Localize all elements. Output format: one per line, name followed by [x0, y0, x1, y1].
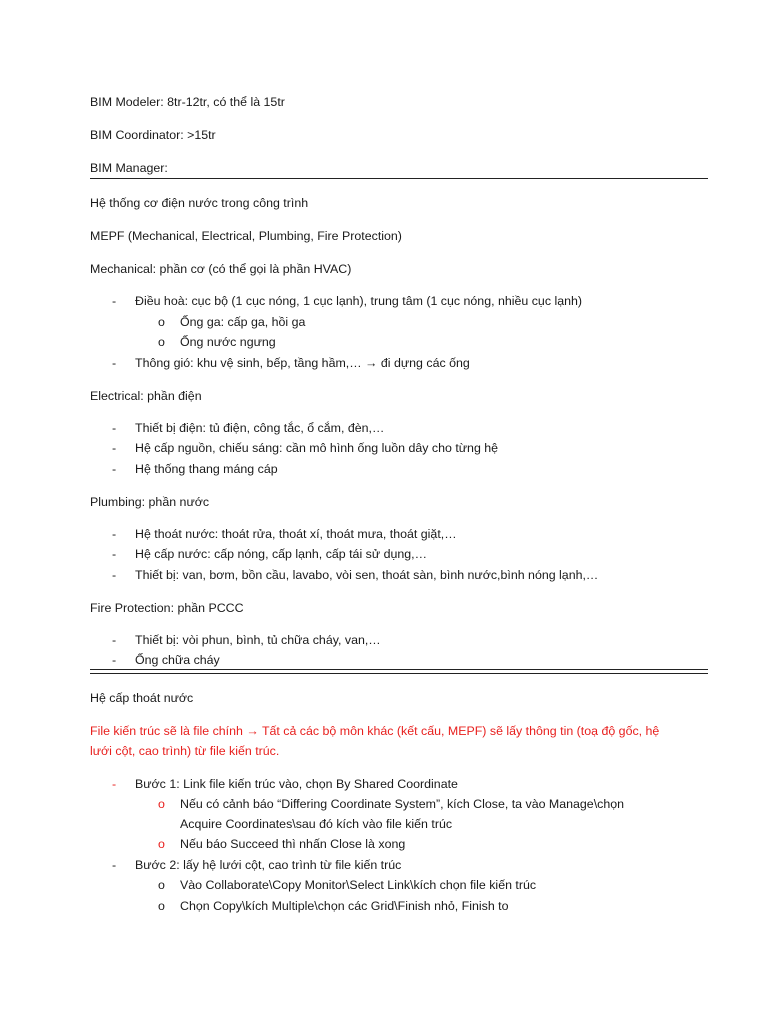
dash-bullet: -: [112, 633, 117, 647]
red-note-line: File kiến trúc sẽ là file chính → Tất cả các bộ môn khác (kết cấu, MEPF) sẽ lấy thông tin (toạ độ gốc, hệ: [90, 724, 660, 738]
list-item-text: Ống nước ngưng: [180, 335, 276, 349]
fire-protection-heading: Fire Protection: phần PCCC: [90, 601, 244, 615]
dash-bullet: -: [112, 777, 117, 791]
list-item-text: Thiết bị: vòi phun, bình, tủ chữa cháy, van,…: [135, 633, 381, 647]
list-item-text: Thiết bị điện: tủ điện, công tắc, ổ cắm, đèn,…: [135, 421, 385, 435]
circle-bullet: o: [158, 899, 165, 913]
dash-bullet: -: [112, 568, 117, 582]
bim-coordinator-line: BIM Coordinator: >15tr: [90, 128, 216, 142]
bim-modeler-line: BIM Modeler: 8tr-12tr, có thể là 15tr: [90, 95, 285, 109]
list-item-text: Điều hoà: cục bộ (1 cục nóng, 1 cục lạnh), trung tâm (1 cục nóng, nhiều cục lạnh): [135, 294, 583, 308]
circle-bullet: o: [158, 315, 165, 329]
list-item-text: Nếu có cảnh báo “Differing Coordinate System”, kích Close, ta vào Manage\chọn: [180, 797, 625, 811]
list-item-text: Hệ cấp nguồn, chiếu sáng: cần mô hình ống luồn dây cho từng hệ: [135, 441, 499, 455]
list-item-text: Hệ cấp nước: cấp nóng, cấp lạnh, cấp tái sử dụng,…: [135, 547, 427, 561]
dash-bullet: -: [112, 527, 117, 541]
list-item-text: Acquire Coordinates\sau đó kích vào file kiến trúc: [180, 817, 453, 831]
mepf-line: MEPF (Mechanical, Electrical, Plumbing, Fire Protection): [90, 229, 402, 243]
plumbing-heading: Plumbing: phần nước: [90, 495, 210, 509]
list-item-text: Bước 1: Link file kiến trúc vào, chọn By Shared Coordinate: [135, 777, 458, 791]
circle-bullet: o: [158, 335, 165, 349]
list-item-text: Ống chữa cháy: [135, 653, 220, 667]
list-item-text: Ống ga: cấp ga, hồi ga: [180, 315, 306, 329]
list-item-text: Thiết bị: van, bơm, bồn cầu, lavabo, vòi sen, thoát sàn, bình nước,bình nóng lạnh,…: [135, 568, 599, 582]
double-rule: [90, 669, 708, 674]
dash-bullet: -: [112, 653, 117, 667]
water-system-heading: Hệ cấp thoát nước: [90, 691, 194, 705]
bim-manager-line: BIM Manager:: [90, 161, 168, 175]
dash-bullet: -: [112, 356, 117, 370]
circle-bullet: o: [158, 797, 165, 811]
dash-bullet: -: [112, 294, 117, 308]
dash-bullet: -: [112, 547, 117, 561]
horizontal-rule: [90, 178, 708, 179]
circle-bullet: o: [158, 837, 165, 851]
list-item-text: Chọn Copy\kích Multiple\chọn các Grid\Finish nhỏ, Finish to: [180, 899, 509, 913]
dash-bullet: -: [112, 421, 117, 435]
circle-bullet: o: [158, 878, 165, 892]
red-note-line: lưới cột, cao trình) từ file kiến trúc.: [90, 744, 280, 758]
list-item-text: Bước 2: lấy hệ lưới cột, cao trình từ file kiến trúc: [135, 858, 402, 872]
list-item-text: Hệ thống thang máng cáp: [135, 462, 278, 476]
mep-system-heading: Hệ thống cơ điện nước trong công trình: [90, 196, 309, 210]
list-item-text: Nếu báo Succeed thì nhấn Close là xong: [180, 837, 406, 851]
dash-bullet: -: [112, 441, 117, 455]
mechanical-heading: Mechanical: phần cơ (có thể gọi là phần HVAC): [90, 262, 352, 276]
electrical-heading: Electrical: phần điện: [90, 389, 202, 403]
list-item-text: Hệ thoát nước: thoát rửa, thoát xí, thoát mưa, thoát giặt,…: [135, 527, 457, 541]
dash-bullet: -: [112, 462, 117, 476]
dash-bullet: -: [112, 858, 117, 872]
list-item-text: Vào Collaborate\Copy Monitor\Select Link\kích chọn file kiến trúc: [180, 878, 537, 892]
list-item-text: Thông gió: khu vệ sinh, bếp, tầng hầm,… → đi dựng các ống: [135, 356, 470, 370]
